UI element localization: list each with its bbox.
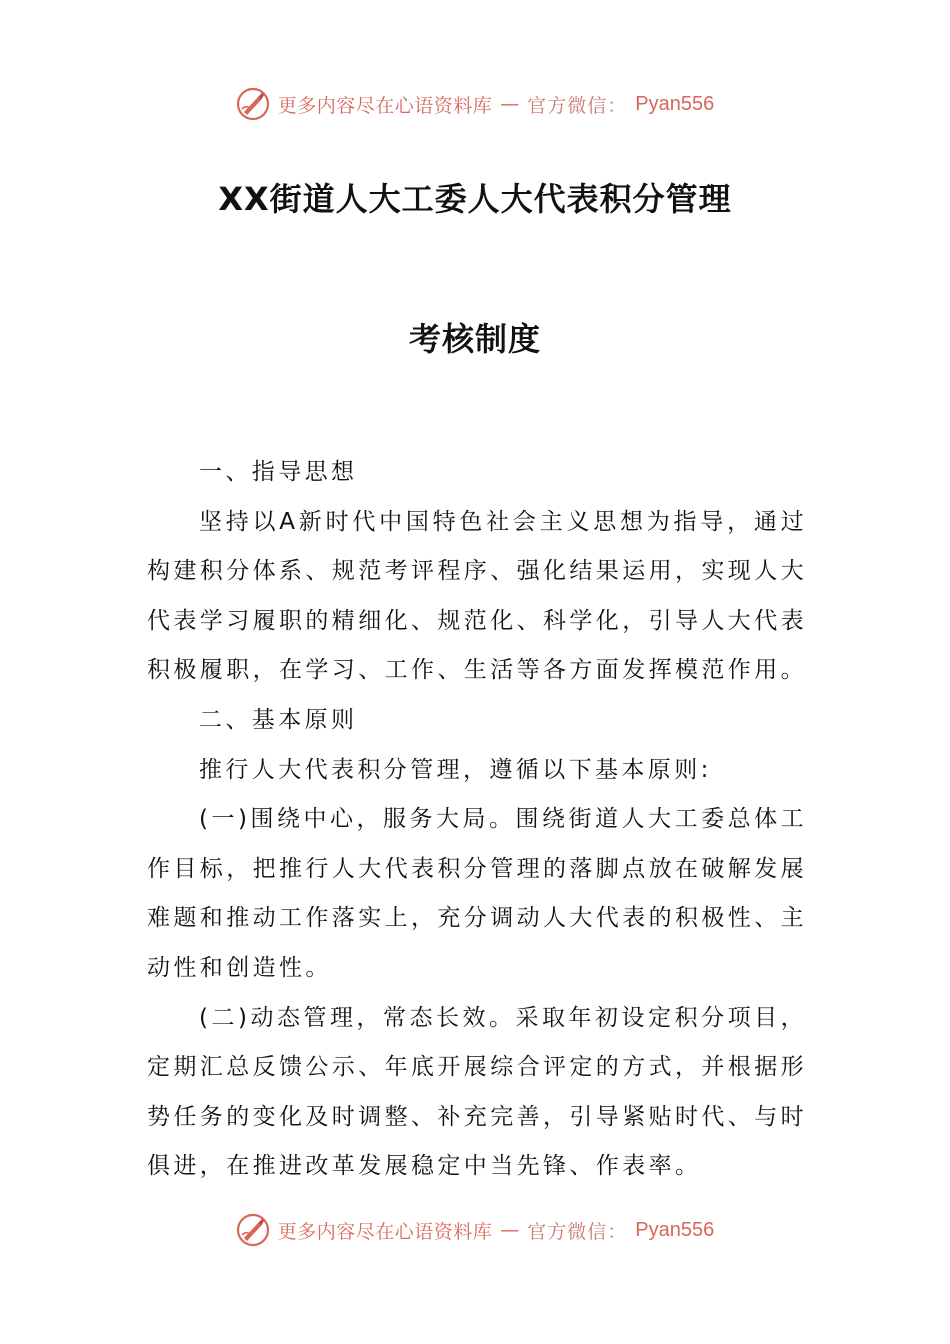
paragraph-principles-intro: 推行人大代表积分管理，遵循以下基本原则: (199, 756, 712, 783)
pen-logo-icon (236, 1213, 270, 1247)
footer-watermark (0, 1210, 950, 1250)
header-watermark (0, 84, 950, 124)
watermark-channel: 官方微信： (527, 94, 628, 117)
section-heading-basic-principles: 二、基本原则 (199, 706, 358, 733)
watermark-wechat-id: Pyan556 (635, 1218, 715, 1241)
watermark-wechat-id: Pyan556 (635, 92, 715, 115)
watermark-separator: — (500, 1219, 520, 1241)
document-title-line1: XX街道人大工委人大代表积分管理 (218, 180, 732, 218)
watermark-brand: 更多内容尽在心语资料库 (277, 1220, 493, 1243)
pen-logo-icon (236, 87, 270, 121)
watermark-channel: 官方微信： (527, 1220, 628, 1243)
paragraph-guiding-thought: 坚持以A新时代中国特色社会主义思想为指导，通过构建积分体系、规范考评程序、强化结果运用，实现人大代表学习履职的精细化、规范化、科学化，引导人大代表积极履职，在学习、工作、生活等各方面发挥模范作用。 (147, 508, 807, 684)
paragraph-principle-2: (二)动态管理，常态长效。采取年初设定积分项目，定期汇总反馈公示、年底开展综合评定的方式，并根据形势任务的变化及时调整、补充完善，引导紧贴时代、与时俱进，在推进改革发展稳定中当先锋、作表率。 (147, 1004, 807, 1180)
paragraph-principle-1: (一)围绕中心，服务大局。围绕街道人大工委总体工作目标，把推行人大代表积分管理的落脚点放在破解发展难题和推动工作落实上，充分调动人大代表的积极性、主动性和创造性。 (147, 806, 807, 981)
document-title-line2: 考核制度 (408, 320, 541, 358)
section-heading-guiding-thought: 一、指导思想 (199, 459, 358, 485)
watermark-brand: 更多内容尽在心语资料库 (277, 94, 493, 117)
document-body (147, 448, 807, 1192)
watermark-separator: — (500, 93, 520, 115)
